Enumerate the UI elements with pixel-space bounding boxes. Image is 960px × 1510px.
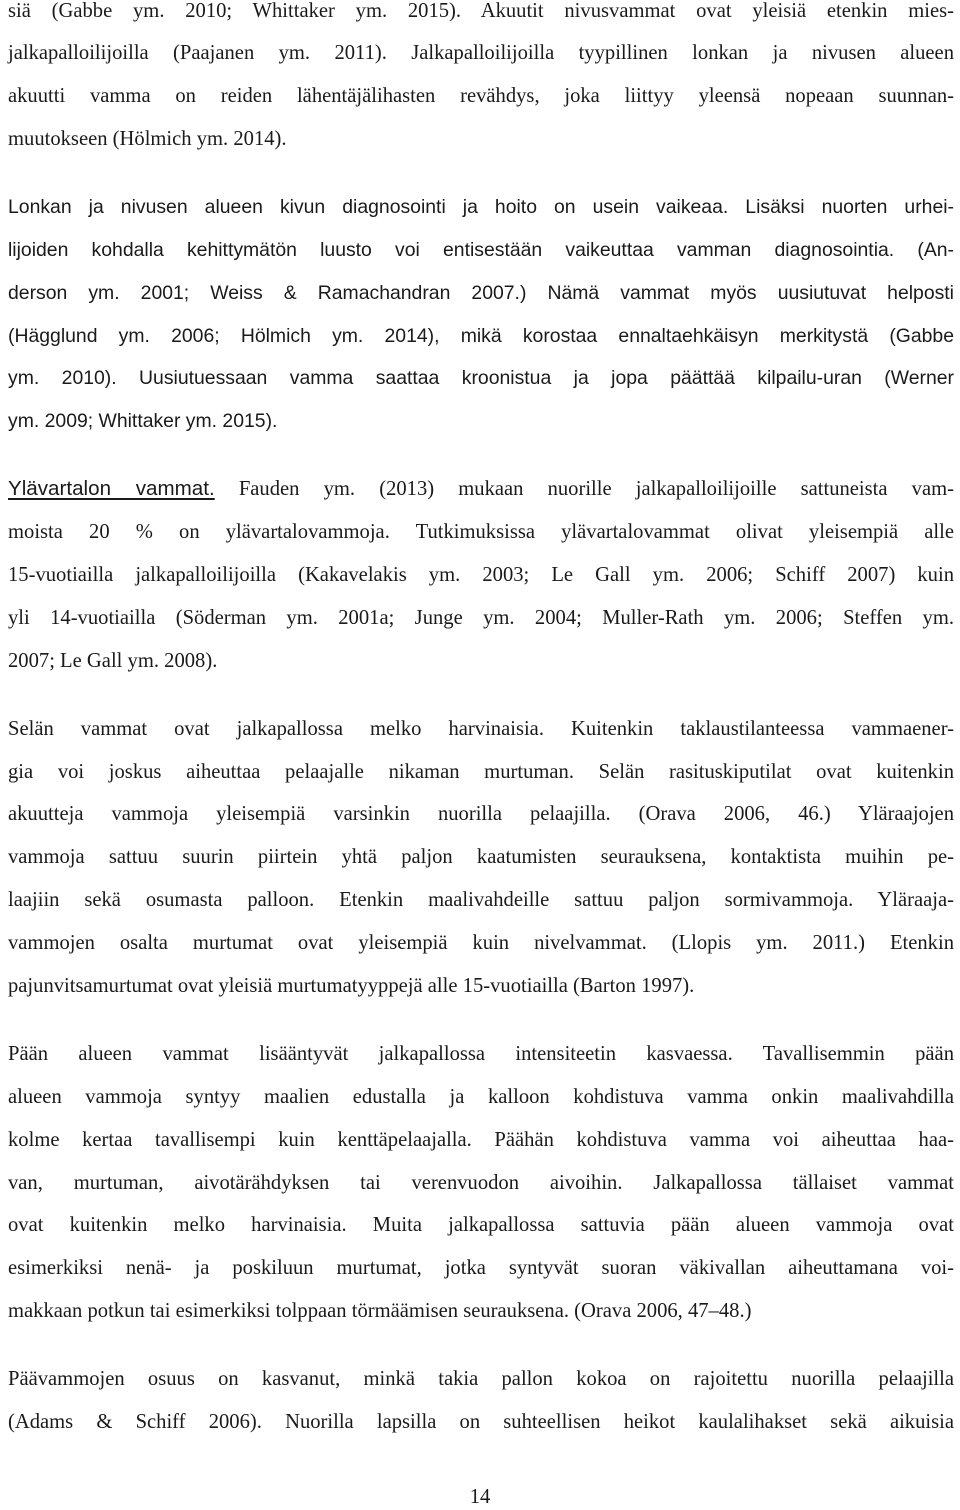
paragraph-1-line-1: siä (Gabbe ym. 2010; Whittaker ym. 2015). Akuutit nivusvammat ovat yleisiä etenkin mies- <box>8 0 954 22</box>
paragraph-1-line-2: jalkapalloilijoilla (Paajanen ym. 2011). Jalkapalloilijoilla tyypillinen lonkan ja nivusen alueen <box>8 42 954 64</box>
paragraph-1-line-4: muutokseen (Hölmich ym. 2014). <box>8 128 287 150</box>
paragraph-3-line-1-text: Fauden ym. (2013) mukaan nuorille jalkapalloilijoille sattuneista vam- <box>214 478 954 500</box>
paragraph-4-line-5: laajiin sekä osumasta palloon. Etenkin maalivahdeille sattuu paljon sormivammoja. Yläraaja- <box>8 889 954 911</box>
paragraph-4-line-3: akuutteja vammoja yleisempiä varsinkin nuorilla pelaajilla. (Orava 2006, 46.) Yläraajojen <box>8 803 954 825</box>
paragraph-5-line-2: alueen vammoja syntyy maalien edustalla ja kalloon kohdistuva vamma onkin maalivahdilla <box>8 1086 954 1108</box>
paragraph-6-line-1: Päävammojen osuus on kasvanut, minkä takia pallon kokoa on rajoitettu nuorilla pelaajilla <box>8 1368 954 1390</box>
paragraph-2-line-2: lijoiden kohdalla kehittymätön luusto voi entisestään vaikeuttaa vamman diagnosointia. (An- <box>8 239 954 261</box>
section-heading-ylavartalon-vammat: Ylävartalon vammat. <box>8 477 215 500</box>
paragraph-1-line-3: akuutti vamma on reiden lähentäjälihasten revähdys, joka liittyy yleensä nopeaan suunnan- <box>8 85 954 107</box>
paragraph-3-line-5: 2007; Le Gall ym. 2008). <box>8 650 218 672</box>
paragraph-5-line-4: van, murtuman, aivotärähdyksen tai verenvuodon aivoihin. Jalkapallossa tällaiset vammat <box>8 1172 954 1194</box>
paragraph-3-line-2: moista 20 % on ylävartalovammoja. Tutkimuksissa ylävartalovammat olivat yleisempiä alle <box>8 521 954 543</box>
paragraph-2-line-3: derson ym. 2001; Weiss & Ramachandran 2007.) Nämä vammat myös uusiutuvat helposti <box>8 282 954 304</box>
paragraph-4-line-7: pajunvitsamurtumat ovat yleisiä murtumatyyppejä alle 15-vuotiailla (Barton 1997). <box>8 975 695 997</box>
paragraph-3-line-1 <box>8 474 954 504</box>
paragraph-5-line-7: makkaan potkun tai esimerkiksi tolppaan törmäämisen seurauksena. (Orava 2006, 47–48.) <box>8 1300 752 1322</box>
paragraph-2-line-6: ym. 2009; Whittaker ym. 2015). <box>8 410 278 432</box>
paragraph-4-line-4: vammoja sattuu suurin piirtein yhtä paljon kaatumisten seurauksena, kontaktista muihin pe- <box>8 846 954 868</box>
paragraph-5-line-1: Pään alueen vammat lisääntyvät jalkapallossa intensiteetin kasvaessa. Tavallisemmin pään <box>8 1043 954 1065</box>
paragraph-2-line-4: (Hägglund ym. 2006; Hölmich ym. 2014), mikä korostaa ennaltaehkäisyn merkitystä (Gabbe <box>8 325 954 347</box>
paragraph-3-line-4: yli 14-vuotiailla (Söderman ym. 2001a; Junge ym. 2004; Muller-Rath ym. 2006; Steffen ym. <box>8 607 954 629</box>
paragraph-3-line-3: 15-vuotiailla jalkapalloilijoilla (Kakavelakis ym. 2003; Le Gall ym. 2006; Schiff 2007) kuin <box>8 564 954 586</box>
paragraph-5-line-5: ovat kuitenkin melko harvinaisia. Muita jalkapallossa sattuvia pään alueen vammoja ovat <box>8 1214 954 1236</box>
paragraph-6-line-2: (Adams & Schiff 2006). Nuorilla lapsilla on suhteellisen heikot kaulalihakset sekä aikuisia <box>8 1411 954 1433</box>
paragraph-2-line-1: Lonkan ja nivusen alueen kivun diagnosointi ja hoito on usein vaikeaa. Lisäksi nuorten urhei- <box>8 196 954 218</box>
paragraph-4-line-1: Selän vammat ovat jalkapallossa melko harvinaisia. Kuitenkin taklaustilanteessa vammaener- <box>8 718 954 740</box>
paragraph-4-line-6: vammojen osalta murtumat ovat yleisempiä kuin nivelvammat. (Llopis ym. 2011.) Etenkin <box>8 932 954 954</box>
paragraph-5-line-6: esimerkiksi nenä- ja poskiluun murtumat, jotka syntyvät suoran väkivallan aiheuttamana voi- <box>8 1257 954 1279</box>
paragraph-5-line-3: kolme kertaa tavallisempi kuin kenttäpelaajalla. Päähän kohdistuva vamma voi aiheuttaa haa- <box>8 1129 954 1151</box>
paragraph-2-line-5: ym. 2010). Uusiutuessaan vamma saattaa kroonistua ja jopa päättää kilpailu-uran (Werner <box>8 367 954 389</box>
page-number: 14 <box>469 1486 491 1508</box>
paragraph-4-line-2: gia voi joskus aiheuttaa pelaajalle nikaman murtuman. Selän rasituskiputilat ovat kuitenkin <box>8 761 954 783</box>
